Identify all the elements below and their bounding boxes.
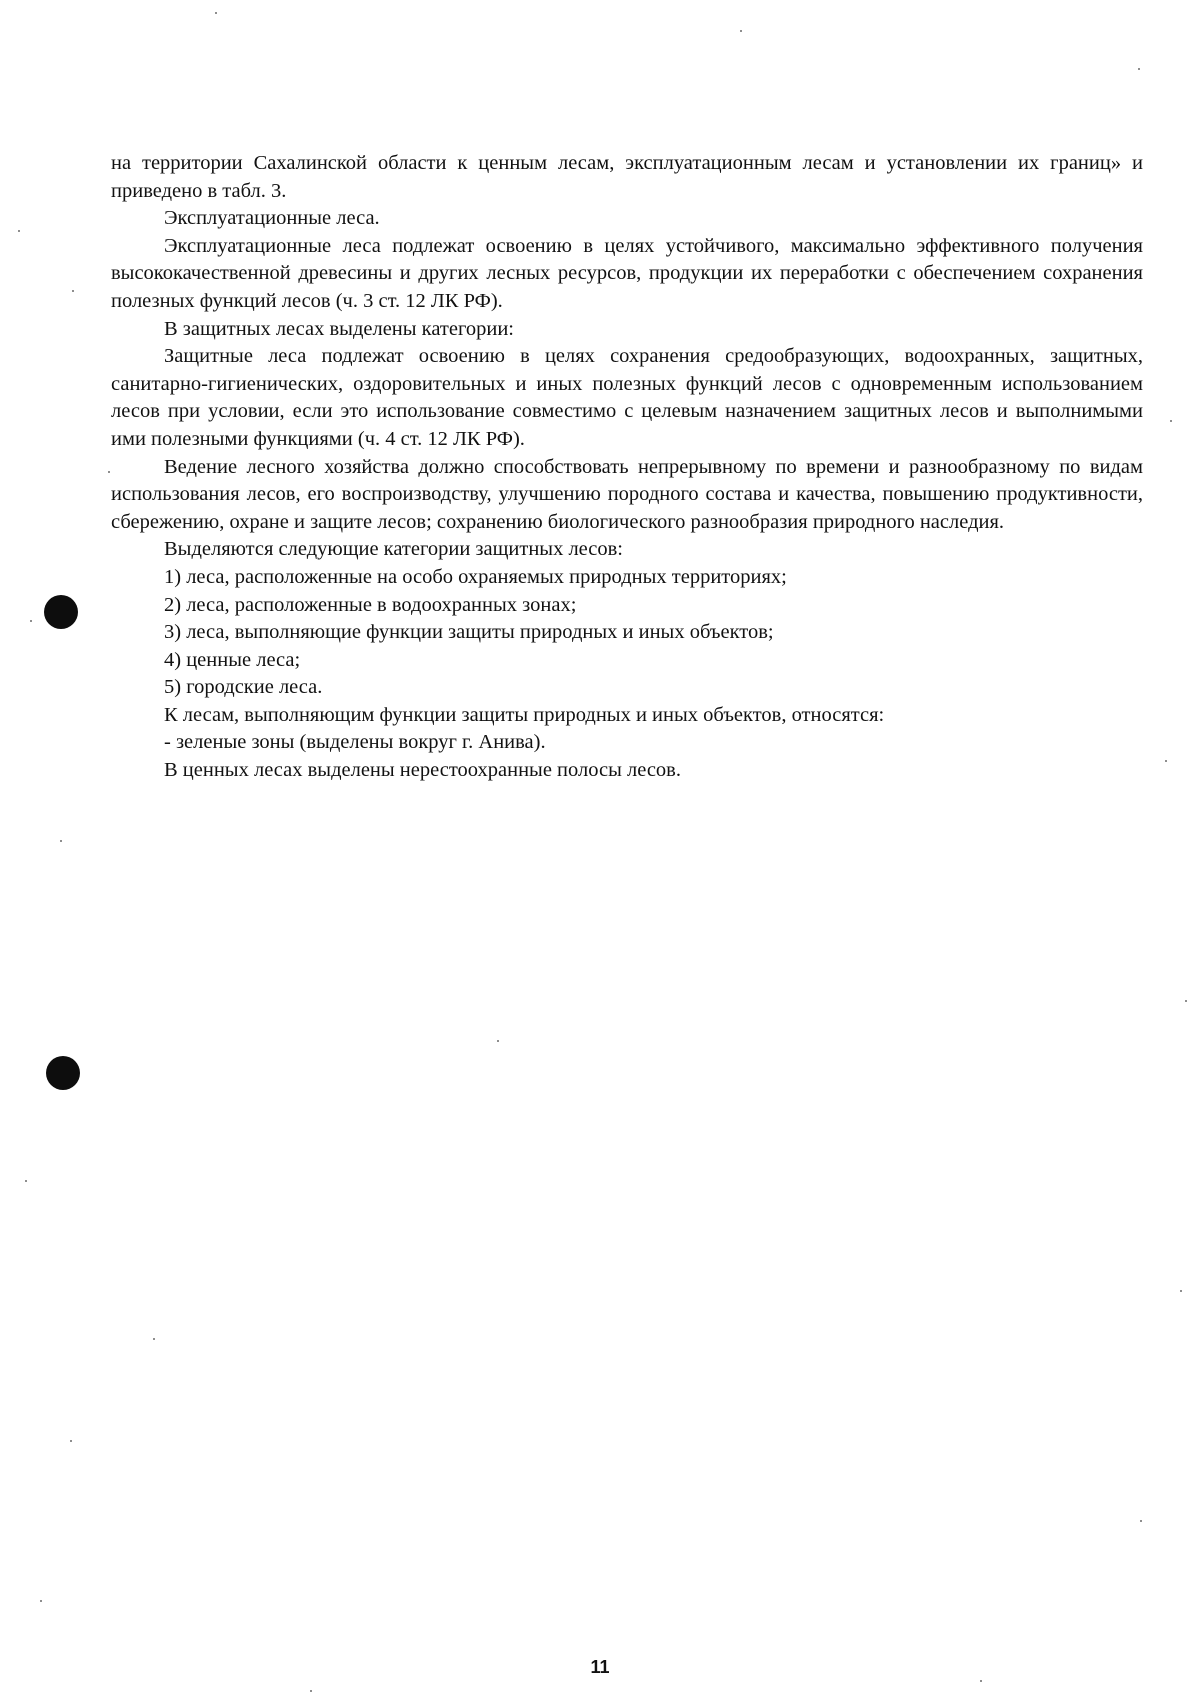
paragraph-forest-management: Ведение лесного хозяйства должно способствовать непрерывному по времени и разнообразному по видам использования лесов, его воспроизводству, улучшению породного состава и качества, повышению продуктивности, сбережению, охране и защите лесов; сохранению биологического разнообразия природного наследия. (111, 455, 1143, 533)
list-item: 2) леса, расположенные в водоохранных зонах; (164, 593, 577, 616)
list-item: 5) городские леса. (164, 676, 323, 699)
paragraph-valuable-forests: В ценных лесах выделены нерестоохранные полосы лесов. (164, 759, 681, 782)
list-item: 3) леса, выполняющие функции защиты природных и иных объектов; (164, 621, 774, 644)
paragraph-protective-categories-intro: В защитных лесах выделены категории: (164, 317, 514, 340)
page-number: 11 (590, 1657, 610, 1677)
paragraph-green-zones: - зеленые зоны (выделены вокруг г. Анива). (164, 731, 546, 754)
list-item: 1) леса, расположенные на особо охраняемых природных территориях; (164, 565, 787, 588)
paragraph-exploitation-forests: Эксплуатационные леса подлежат освоению в целях устойчивого, максимально эффективного получения высококачественной древесины и других лесных ресурсов, продукции их переработки с обеспечением сохранения полезных функций лесов (ч. 3 ст. 12 ЛК РФ). (111, 234, 1143, 312)
list-item: 4) ценные леса; (164, 648, 301, 671)
punch-hole (46, 1056, 80, 1090)
paragraph-protective-forests: Защитные леса подлежат освоению в целях сохранения средообразующих, водоохранных, защитных, санитарно-гигиенических, оздоровительных и иных полезных функций лесов с одновременным использованием лесов при условии, если это использование совместимо с целевым назначением защитных лесов и выполнимыми ими полезными функциями (ч. 4 ст. 12 ЛК РФ). (111, 345, 1143, 450)
paragraph-continuation: на территории Сахалинской области к ценным лесам, эксплуатационным лесам и установлении их границ» и приведено в табл. 3. (111, 152, 1143, 202)
paragraph-protection-objects: К лесам, выполняющим функции защиты природных и иных объектов, относятся: (164, 703, 885, 726)
punch-hole (44, 595, 78, 629)
body-text (111, 150, 1143, 785)
paragraph-categories-list-intro: Выделяются следующие категории защитных лесов: (164, 538, 624, 561)
paragraph-heading-exploitation: Эксплуатационные леса. (164, 207, 380, 230)
